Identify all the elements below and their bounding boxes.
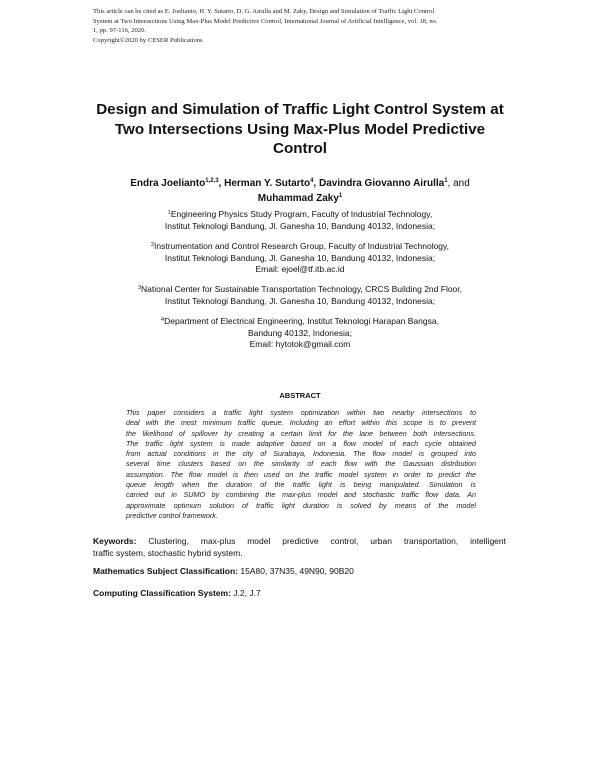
title-line: Design and Simulation of Traffic Light Control System at (96, 101, 504, 118)
author-name: Herman Y. Sutarto (224, 178, 311, 189)
keywords-label: Keywords: (93, 536, 137, 546)
affiliation-3 (60, 284, 540, 307)
affiliation-text: Institut Teknologi Bandung, Jl. Ganesha 10, Bandung 40132, Indonesia; (164, 252, 436, 263)
citation-line: System at Two Intersections Using Max-Plus Model Predictive Control, International Journal of Artificial Intelligence, vol. 18, no. (93, 17, 438, 25)
affiliation-text: Instrumentation and Control Research Group, Faculty of Industrial Technology, (154, 241, 450, 251)
title-line: Two Intersections Using Max-Plus Model Predictive (114, 120, 486, 138)
abstract-body (126, 408, 476, 521)
abstract-line: This paper considers a traffic light system optimization within two nearby intersections to (126, 408, 476, 417)
affiliation-text: Institut Teknologi Bandung, Jl. Ganesha 10, Bandung 40132, Indonesia; (164, 295, 436, 306)
citation-line: 1, pp. 97-116, 2020. (93, 27, 147, 35)
abstract-line: assumption. The flow model is then used on the traffic model system in order to predict the (126, 469, 476, 479)
abstract-line: approximate optimum solution of traffic light duration is solved by means of the model (126, 500, 476, 510)
citation-block (93, 7, 513, 45)
author-separator: , and (447, 178, 470, 189)
abstract-line: deal with the most minimum traffic queue. Including an effort within this scope is to prevent (126, 418, 476, 428)
msc-value: 15A80, 37N35, 49N90, 90B20 (240, 566, 354, 576)
paper-title (60, 100, 540, 159)
affiliation-text: Engineering Physics Study Program, Faculty of Industrial Technology, (170, 209, 433, 219)
author-separator: , (218, 178, 225, 189)
title-line: Control (273, 140, 327, 158)
msc-block (93, 566, 506, 578)
author-name: Davindra Giovanno Airulla (318, 178, 445, 189)
author-list (60, 176, 540, 206)
abstract-line: from actual conditions in the city of Surabaya, Indonesia. The flow model is grouped into (126, 449, 476, 459)
abstract-line: predictive control framework. (126, 510, 218, 520)
affiliation-email: Email: ejoel@tf.itb.ac.id (255, 264, 345, 274)
author-name: Endra Joelianto (130, 178, 206, 189)
keywords-block (93, 536, 506, 559)
keywords-text: traffic system, stochastic hybrid system. (93, 547, 243, 558)
affiliation-mark: 3 (137, 285, 142, 291)
affiliation-4 (60, 316, 540, 351)
citation-line: This article can be cited as E. Joelianto, H. Y. Sutarto, D. G. Airulla and M. Zaky, Design and Simulation of Traffic Light Control (93, 8, 435, 15)
author-affiliation-mark: 1 (444, 178, 448, 184)
affiliation-text: Bandung 40132, Indonesia; (248, 327, 352, 338)
affiliation-text: National Center for Sustainable Transportation Technology, CRCS Building 2nd Floor, (141, 284, 463, 294)
ccs-label: Computing Classification System: (93, 588, 231, 598)
keywords-text: Clustering, max-plus model predictive control, urban transportation, intelligent (148, 536, 506, 546)
affiliation-mark: 2 (150, 242, 155, 248)
affiliation-mark: 4 (161, 317, 165, 323)
affiliation-text: Institut Teknologi Bandung, Jl. Ganesha 10, Bandung 40132, Indonesia; (164, 220, 436, 231)
author-separator: , (313, 178, 319, 189)
abstract-line: The traffic light system is made adaptive based on a flow model of each cycle obtained (126, 438, 476, 448)
copyright-line: Copyright©2020 by CESER Publications (93, 36, 203, 44)
abstract-line: several time clusters based on the similarity of each flow with the Gaussian distribution (126, 459, 476, 469)
author-affiliation-mark: 1 (338, 193, 343, 199)
affiliation-1 (60, 209, 540, 232)
abstract-line: queue length when the duration of the traffic light is being manipulated. Simulation is (126, 480, 476, 490)
author-affiliation-mark: 1,2,3 (205, 178, 219, 184)
ccs-block (93, 588, 506, 600)
affiliation-mark: 1 (167, 210, 171, 216)
abstract-line: the likelihood of spillover by creating a certain limit for the lane between both intersections. (126, 428, 476, 438)
abstract-heading: ABSTRACT (279, 391, 321, 400)
author-name: Muhammad Zaky (257, 193, 339, 204)
author-affiliation-mark: 4 (310, 178, 314, 184)
affiliation-email: Email: hytotok@gmail.com (249, 339, 351, 349)
abstract-line: carried out in SUMO by combining the max-plus model and stochastic traffic flow data. An (126, 490, 476, 500)
msc-label: Mathematics Subject Classification: (93, 566, 239, 576)
affiliation-2 (60, 241, 540, 276)
affiliation-text: Department of Electrical Engineering, Institut Teknologi Harapan Bangsa, (164, 316, 439, 326)
ccs-value: J.2, J.7 (233, 588, 261, 598)
